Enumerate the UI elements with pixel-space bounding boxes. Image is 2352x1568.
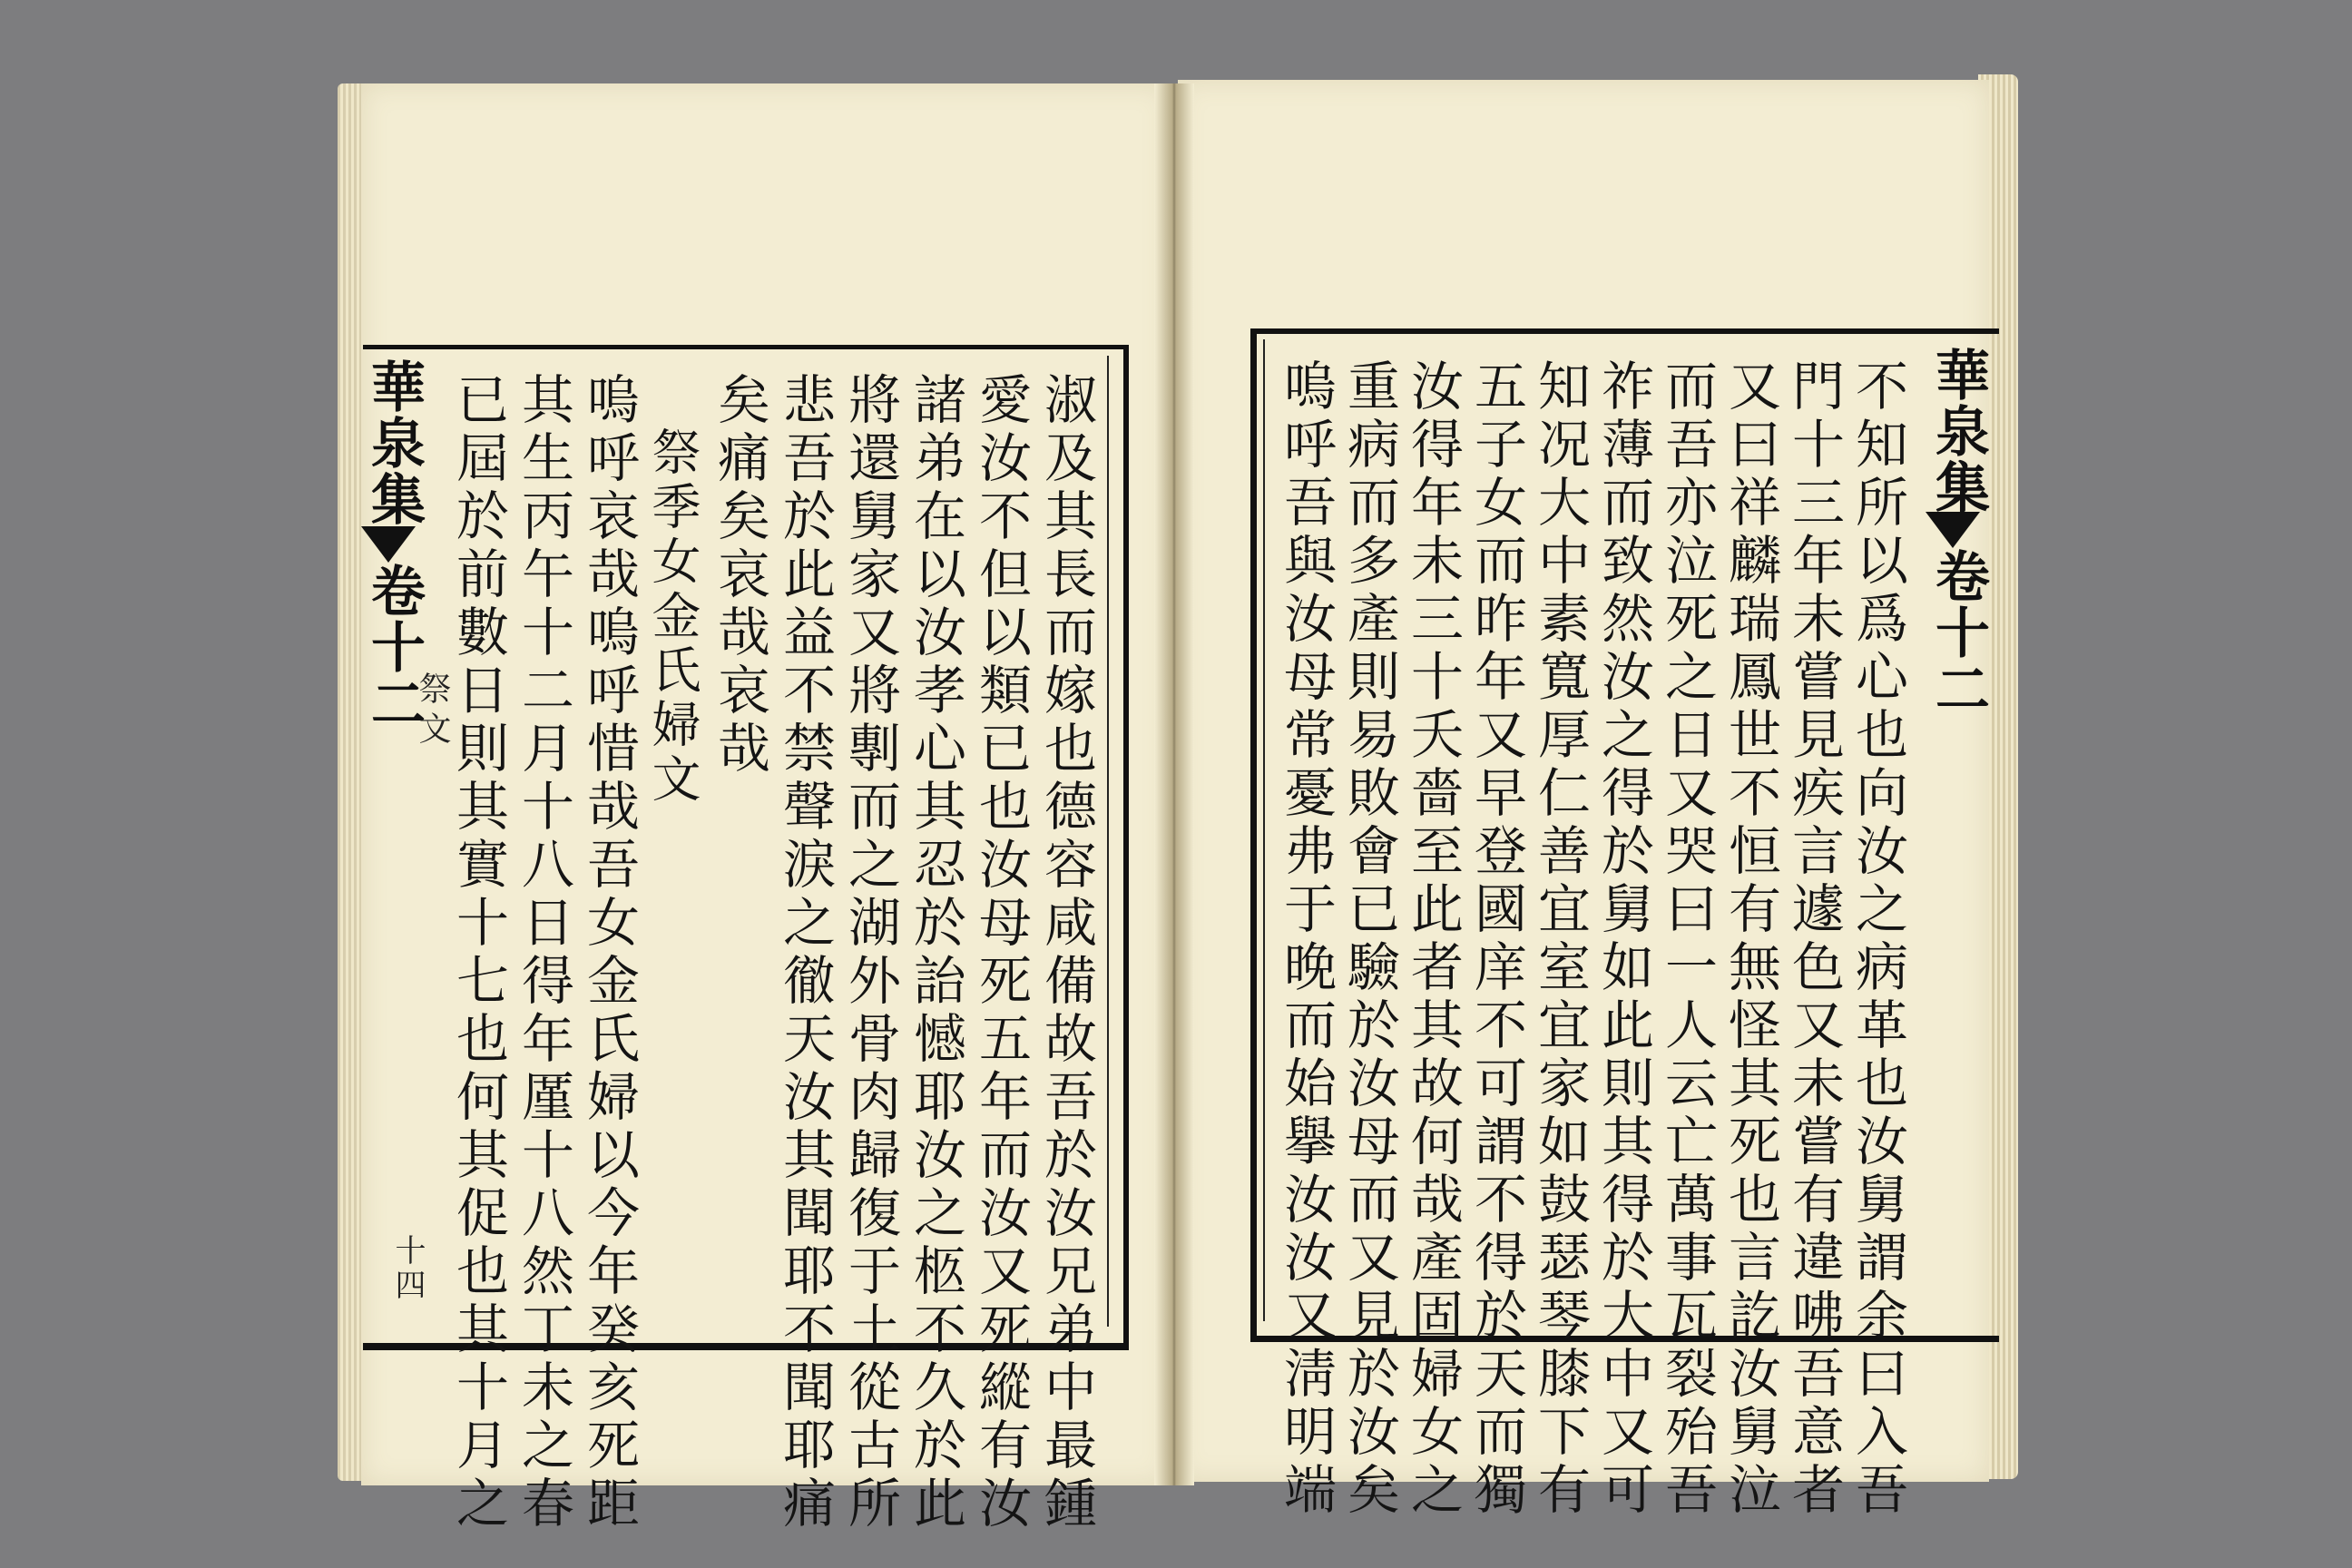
right-text-column: 汝得年未三十夭嗇至此者其故何哉產固婦女之 — [1402, 358, 1464, 1520]
right-text-column: 又曰祥麟瑞鳳世不恒有無怪其死也言訖汝舅泣 — [1720, 358, 1781, 1520]
right-text-column: 而吾亦泣死之日又哭曰一人云亡萬事瓦裂殆吾 — [1656, 358, 1718, 1520]
left-text-column: 淑及其長而嫁也德容咸備故吾於汝兄弟中最鍾 — [1035, 372, 1097, 1534]
right-text-column: 祚薄而致然汝之得於舅如此則其得於大中又可 — [1592, 358, 1654, 1520]
left-fishtail-mark — [361, 526, 416, 563]
left-text-column: 嗚呼哀哉嗚呼惜哉吾女金氏婦以今年癸亥死距 — [578, 372, 640, 1534]
left-text-column: 已屆於前數日則其實十七也何其促也其十月之 — [447, 372, 509, 1534]
left-text-column: 悲吾於此益不禁聲淚之徹天汝其聞耶不聞耶痛 — [774, 372, 836, 1534]
left-volume-label: 卷十二 — [362, 563, 426, 731]
left-text-column: 諸弟在以汝孝心其忍於詒憾耶汝之柩不久於此 — [905, 372, 966, 1534]
right-volume-label: 卷十二 — [1926, 548, 1990, 717]
right-frame-inner-rule — [1263, 339, 1265, 1321]
left-text-column: 將還舅家又將剸而之湖外骨肉歸復于土從古所 — [839, 372, 901, 1534]
right-text-column: 門十三年未嘗見疾言遽色又未嘗有違咈吾意者 — [1783, 358, 1845, 1520]
left-text-column: 其生丙午十二月十八日得年厪十八然丁未之春 — [513, 372, 574, 1534]
left-section-label: 祭文 — [414, 671, 451, 751]
right-running-title: 華泉集 — [1926, 347, 1990, 515]
right-text-column: 知况大中素寬厚仁善宜室宜家如鼓瑟琴膝下有 — [1529, 358, 1591, 1520]
right-text-column: 嗚呼吾與汝母常憂弗于晚而始擧汝汝又淸明端 — [1275, 358, 1337, 1520]
book-gutter — [1154, 83, 1194, 1485]
right-text-column: 不知所以爲心也向汝之病革也汝舅謂余曰入吾 — [1847, 358, 1908, 1520]
article-title: 祭季女金氏婦文 — [644, 426, 701, 808]
left-frame-inner-rule — [1107, 356, 1109, 1327]
left-page-number: 十四 — [389, 1234, 426, 1303]
left-text-column: 愛汝不但以類已也汝母死五年而汝又死縱有汝 — [970, 372, 1032, 1534]
left-text-column: 矣痛矣哀哉哀哉 — [709, 372, 770, 779]
left-running-title: 華泉集 — [362, 358, 426, 527]
right-text-column: 五子女而昨年又早登國庠不可謂不得於天而獨 — [1465, 358, 1527, 1520]
right-fishtail-mark — [1926, 512, 1980, 548]
right-text-column: 重病而多產則易敗會已驗於汝母而又見於汝矣 — [1338, 358, 1400, 1520]
